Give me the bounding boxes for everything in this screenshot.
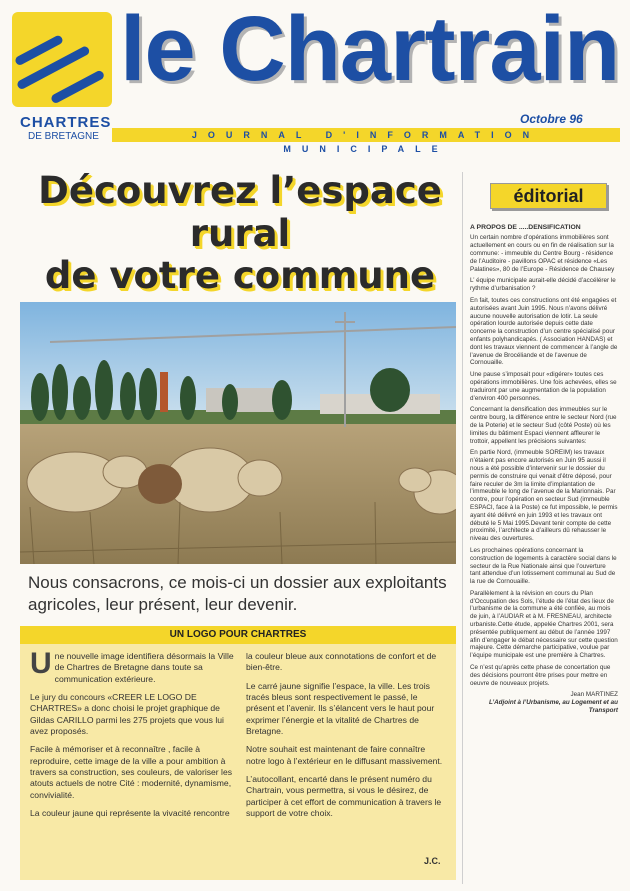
photo-illustration [20, 302, 456, 564]
cows-field-photo [20, 302, 456, 564]
editorial-paragraph: Parallèlement à la révision en cours du Plan d’Occupation des Sols, l’étude de l’état des lieux de l’urbanisme de la commune a été confiée, au mois de juin, à l’AUDIAR et à M. FRESNEAU, architecte urbaniste.Cette étude, appelée Chartres 2001, sera présentée publiquement au début de l’année 1997 afin d’engager le débat nécessaire sur cette question majeure. Cette démarche participative, voulue par l’équipe municipale est une première à Chartres. [470, 589, 618, 660]
article-paragraph: Facile à mémoriser et à reconnaître , facile à reproduire, cette image de la ville a pour ambition à travers sa construction, ses couleurs, de valoriser les atouts actuels de notre Cité : modernité, dynamisme, convivialité. [30, 744, 233, 800]
editorial-paragraph: Concernant la densification des immeubles sur le centre bourg, la différence entre le secteur Nord (rue de la Poterie) et le secteur Sud (côté Poste) où les limites du bâtiment Espaci viennent affleurer le trottoir, appellent les précisions suivantes: [470, 406, 617, 445]
editorial-paragraph: En partie Nord, (immeuble SOREIM) les travaux n’étaient pas encore autorisés en Juin 95 aussi il nous a été possible d’intervenir sur le dossier du permis de construire qui venait d’être déposé, pour faire reculer de 3m la limite d’implantation de l’immeuble le long de l’avenue de la Marionnais. Par contre, pour l’opération en secteur Sud (immeuble ESPACI, face à la Poste) ce fut impossible, le permis ayant été délivré en juin 1993 et les travaux ont débuté le 5 Mai 1995.Devant tenir compte de cette proximité, l’architecte a d’ailleurs dû rehausser le niveau des ouvertures. [470, 449, 618, 543]
editorial-heading: éditorial [490, 183, 607, 209]
article-paragraph: Une nouvelle image identifiera désormais la Ville de Chartres de Bretagne dans toute sa communication extérieure. [30, 647, 234, 684]
dossier-intro: Nous consacrons, ce mois-ci un dossier aux exploitants agricoles, leur présent, leur devenir. [28, 573, 447, 615]
logo-stripe [50, 69, 105, 104]
issue-date: Octobre 96 [520, 112, 583, 126]
editorial-signature-role: L’Adjoint à l’Urbanisme, au Logement et au Transport [489, 699, 618, 715]
editorial-paragraph: Les prochaines opérations concernant la construction de logements à caractère social dans le secteur de la Rue Nationale ainsi que l’ouverture tant attendue d’un lotissement communal au Sud de la rue de Cornouaille. [470, 546, 617, 586]
editorial-paragraph: En fait, toutes ces constructions ont été engagées et autorisées avant Juin 1995. Nous n’avons délivré aucune nouvelle autorisation de lotir. La seule opération lourde autorisée depuis cette date concerne la construction d’un centre spécialisé pour enfants polyhandicapés. ( Association HANDAS) et dont les travaux viennent de commencer à l’angle de l’avenue de Brocéliande et de l’avenue de Cornouaille. [470, 297, 618, 367]
article-paragraph: la couleur bleue aux connotations de confort et de bien-être. [246, 651, 437, 673]
article-paragraph: L’autocollant, encarté dans le présent numéro du Chartrain, vous permettra, si vous le désirez, de participer à cet effort de communication à travers le support de votre choix. [246, 774, 442, 819]
main-headline [20, 170, 460, 298]
tagline-band [112, 128, 620, 154]
editorial-paragraph: Un certain nombre d’opérations immobilières sont actuellement en cours ou en fin de réalisation sur la commune: - immeuble du Centre Bourg - résidence de l’Auditoire - pavillons OPAC et résidence «Les Palatines», 80 de l’Europe - Résidence de Chausey [470, 234, 615, 273]
editorial-signature: Jean MARTINEZ [570, 691, 618, 699]
article-signature: J.C. [424, 856, 441, 866]
city-subtitle: DE BRETAGNE [28, 131, 99, 142]
article-paragraph: Notre souhait est maintenant de faire connaître notre logo à l’extérieur en le diffusant massivement. [246, 744, 443, 766]
editorial-paragraph: Une pause s’imposait pour «digérer» toutes ces opérations immobilières. Une fois achevées, elles se traduiront par une augmentation de la population d’environ 400 personnes. [470, 371, 617, 402]
tagline: JOURNAL D'INFORMATION MUNICIPALE [191, 130, 541, 154]
city-logo [12, 12, 112, 107]
article-column-right [246, 651, 446, 826]
editorial-body [470, 224, 618, 715]
article-paragraph: Le jury du concours «CREER LE LOGO DE CHARTRES» a donc choisi le projet graphique de Gildas CARILLO parmi les 275 projets que vous lui avez proposés. [30, 692, 224, 737]
editorial-paragraph: Ce n’est qu’après cette phase de concertation que des décisions pourront être prises pour mettre en oeuvre de nouveaux projets. [470, 664, 611, 687]
article-column-left [30, 647, 235, 826]
headline-line-1: Découvrez l’espace rural [38, 169, 442, 255]
editorial-title: A PROPOS DE .....DENSIFICATION [470, 224, 581, 231]
drop-cap: U [30, 647, 52, 680]
editorial-paragraph: L’ équipe municipale aurait-elle décidé d’accélérer le rythme d’urbanisation ? [470, 277, 616, 293]
article-title: UN LOGO POUR CHARTRES [20, 626, 456, 644]
newspaper-title: le Chartrain [120, 0, 620, 100]
logo-article [20, 626, 456, 880]
headline-line-2: de votre commune [44, 254, 436, 298]
article-paragraph: Le carré jaune signifie l’espace, la ville. Les trois tracés bleus sont respectivement le passé, le présent et l’avenir. Ils s’élancent vers le haut pour exprimer l’énergie et la vitalité de Chartres de Bretagne. [246, 680, 435, 737]
column-divider [462, 172, 463, 884]
article-paragraph: La couleur jaune qui représente la vivacité rencontre [30, 808, 230, 819]
city-name: CHARTRES [20, 114, 112, 131]
